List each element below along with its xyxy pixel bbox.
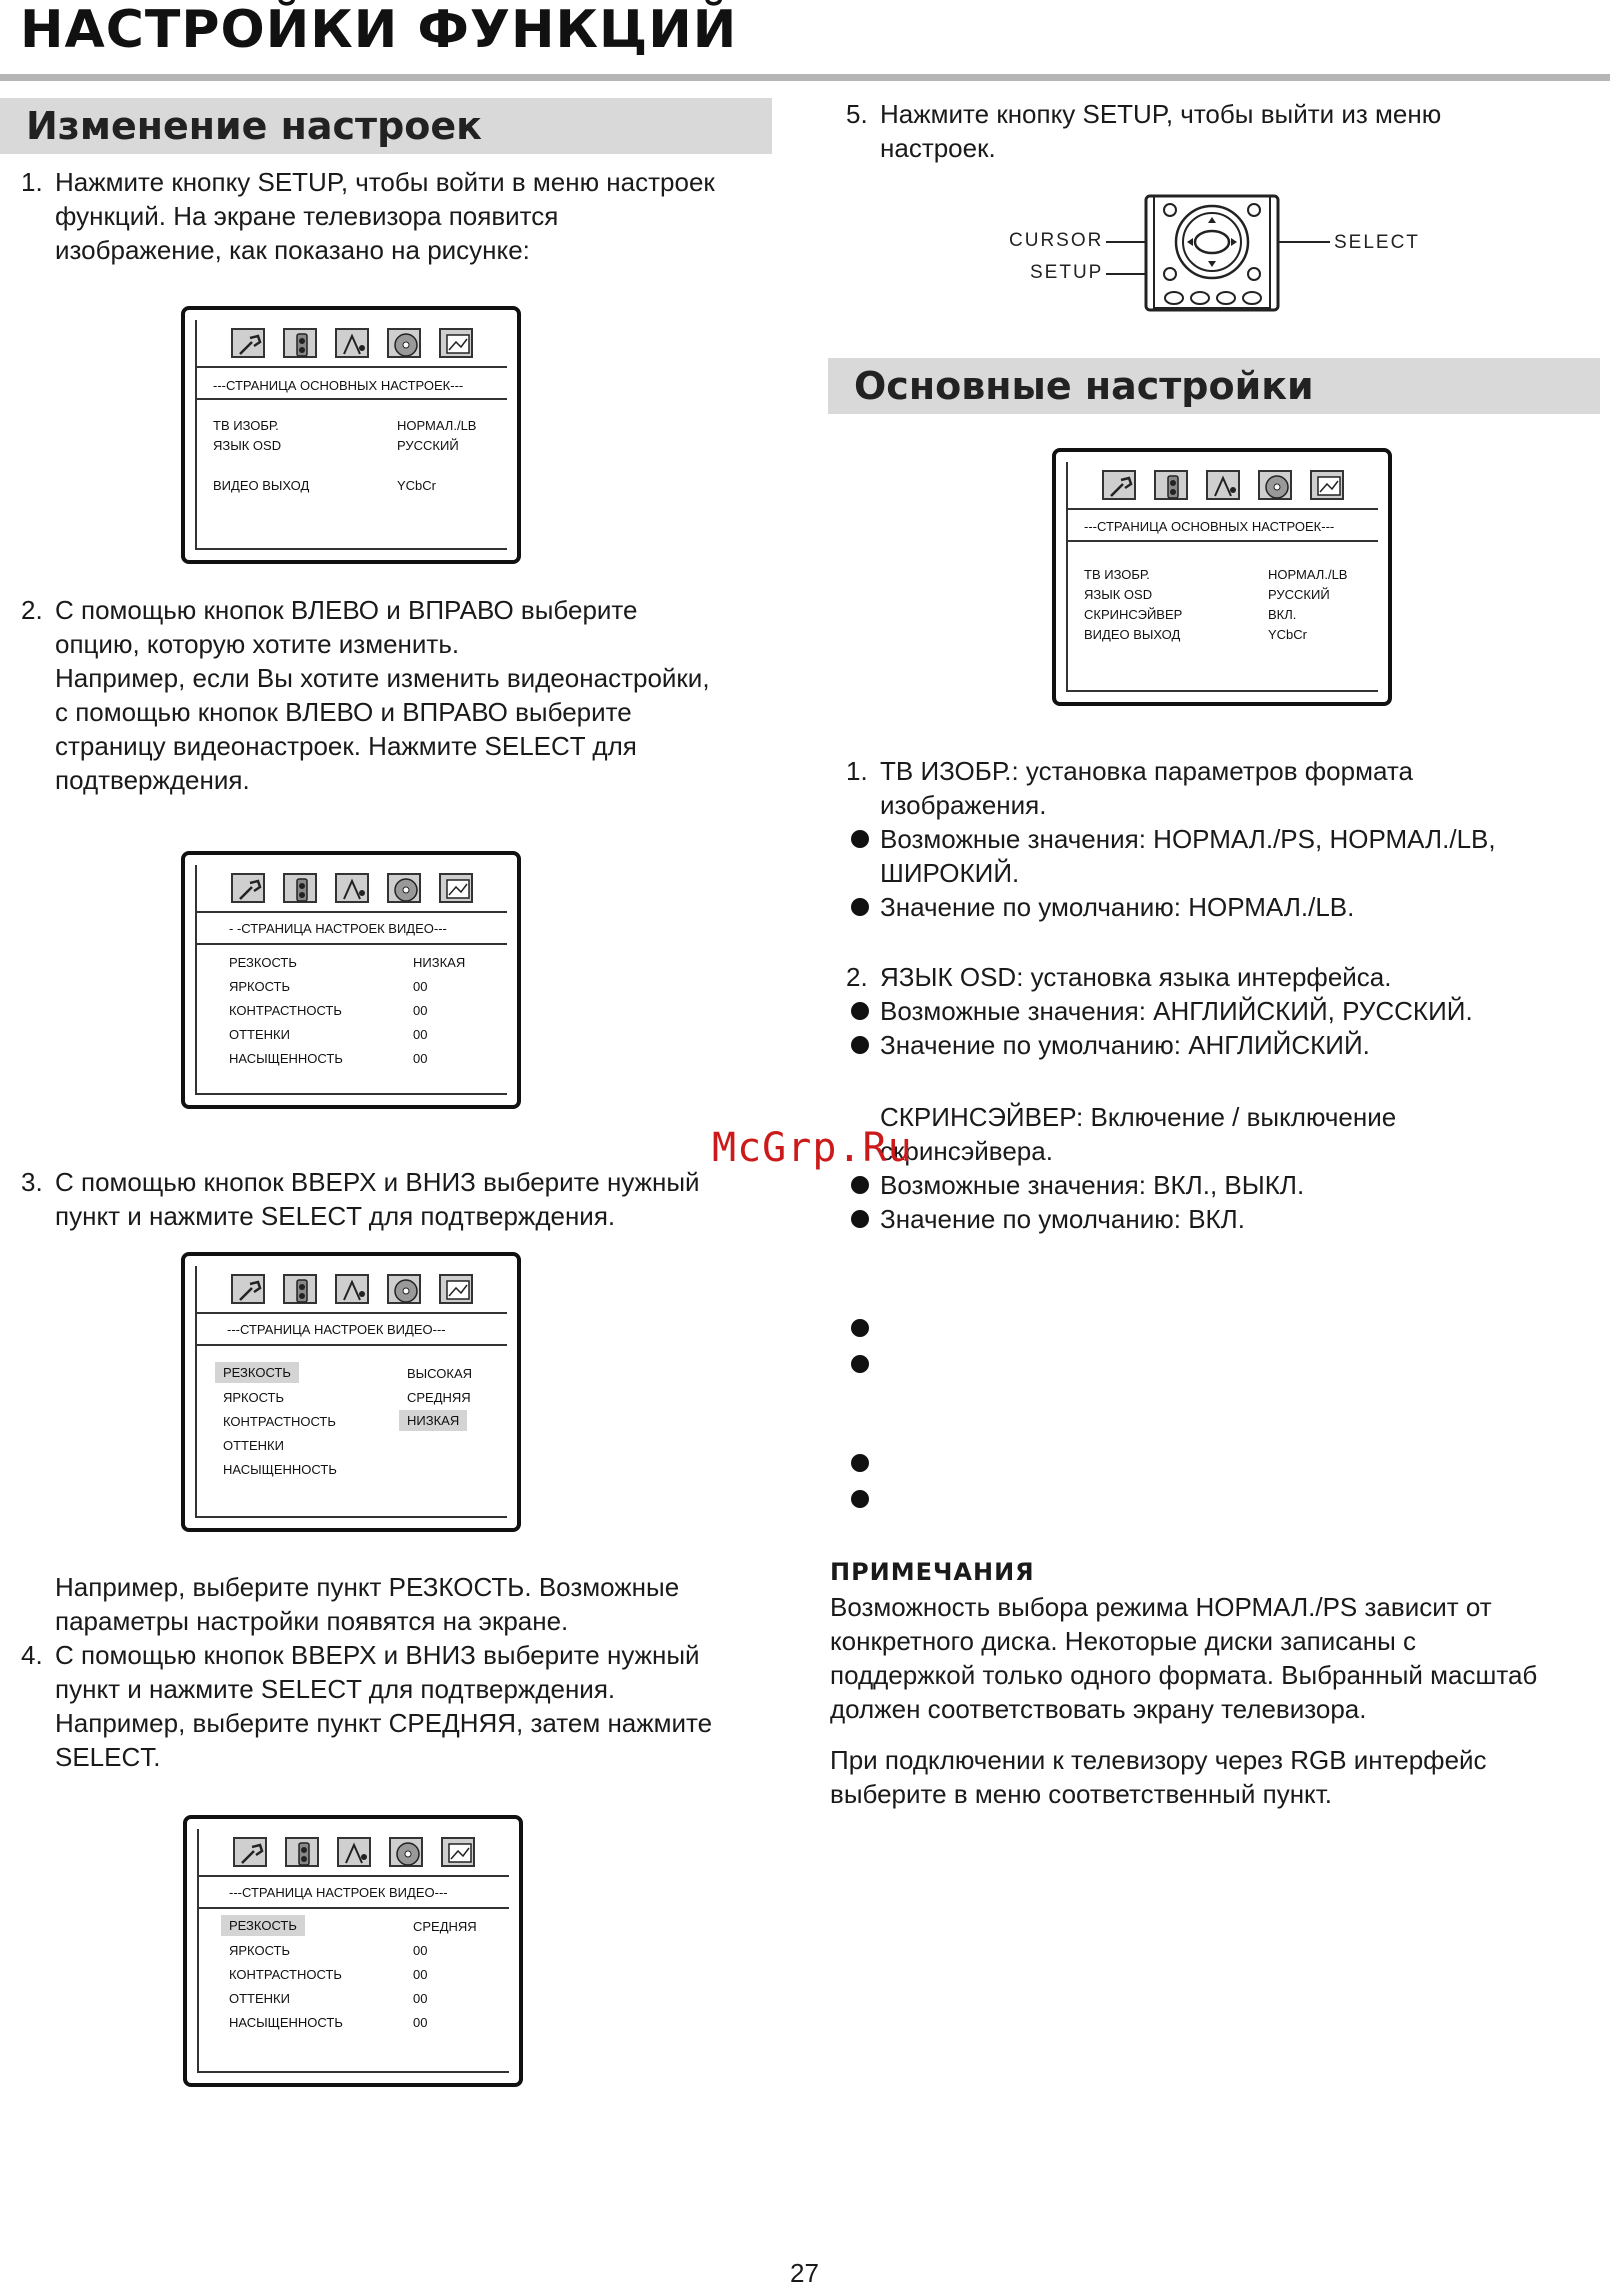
text-line: параметры настройки появятся на экране. (55, 1606, 569, 1636)
screen-row-label: ЯРКОСТЬ (229, 979, 291, 994)
bullet-dot (851, 830, 869, 848)
screen-row-value: НОРМАЛ./LB (1268, 567, 1348, 582)
cursor-label: CURSOR (1009, 230, 1104, 251)
bullet-item (880, 1028, 1580, 1062)
osd-screen-main-settings (181, 306, 521, 564)
screen-row-label: КОНТРАСТНОСТЬ (229, 1003, 342, 1018)
text-line: При подключении к телевизору через RGB интерфейс (830, 1745, 1487, 1775)
page-title: НАСТРОЙКИ ФУНКЦИЙ (20, 0, 738, 60)
screen-divider (195, 911, 507, 913)
bullet-dot (851, 1002, 869, 1020)
bullet-item (880, 1168, 1580, 1202)
step-1 (21, 165, 795, 267)
disc-icon (389, 1837, 423, 1867)
text-line: Например, выберите пункт СРЕДНЯЯ, затем нажмите (55, 1708, 713, 1738)
bullet-item (880, 1202, 1580, 1236)
text-line: С помощью кнопок ВЛЕВО и ВПРАВО выберите (55, 595, 638, 625)
screen-header: - -СТРАНИЦА НАСТРОЕК ВИДЕО--- (229, 921, 447, 936)
music-note-icon (1206, 470, 1240, 500)
example-text (55, 1570, 795, 1638)
bullet-item (880, 994, 1580, 1028)
osd-screen-video-settings (181, 851, 521, 1109)
osd-icon-bar (231, 1274, 473, 1304)
item-tv-picture (846, 754, 1580, 924)
screen-divider (195, 943, 507, 945)
screen-row-label: ВИДЕО ВЫХОД (213, 478, 310, 493)
screen-divider (197, 1907, 509, 1909)
screen-header: ---СТРАНИЦА ОСНОВНЫХ НАСТРОЕК--- (1084, 519, 1335, 534)
disc-icon (387, 328, 421, 358)
music-note-icon (337, 1837, 371, 1867)
remote-control-diagram (1000, 190, 1440, 320)
text-line: конкретного диска. Некоторые диски записаны с (830, 1626, 1417, 1656)
text-line: опцию, которую хотите изменить. (55, 629, 460, 659)
step-number: 2. (21, 595, 43, 625)
text-line: Возможные значения: АНГЛИЙСКИЙ, РУССКИЙ. (880, 996, 1473, 1026)
text-line: Например, если Вы хотите изменить видеонастройки, (55, 663, 710, 693)
screen-row-value: НИЗКАЯ (413, 955, 466, 970)
speaker-icon (285, 1837, 319, 1867)
screen-row-value: YCbCr (397, 478, 437, 493)
step-2 (21, 593, 795, 797)
item-screensaver (880, 1100, 1580, 1236)
screen-divider (1066, 508, 1378, 510)
screen-row-label-selected: РЕЗКОСТЬ (221, 1915, 305, 1936)
screen-row-label: ЯЗЫК OSD (1084, 587, 1153, 602)
screen-row-label: ЯЗЫК OSD (213, 438, 282, 453)
screen-header: ---СТРАНИЦА ОСНОВНЫХ НАСТРОЕК--- (213, 378, 464, 393)
screen-row-value: 00 (413, 1027, 428, 1042)
picture-icon (1310, 470, 1344, 500)
picture-icon (439, 1274, 473, 1304)
picture-icon (439, 873, 473, 903)
screen-row-value: РУССКИЙ (1268, 587, 1330, 602)
text-line: выберите в меню соответственный пункт. (830, 1779, 1332, 1809)
screen-row-label: ЯРКОСТЬ (229, 1943, 291, 1958)
screen-divider (1066, 540, 1378, 542)
screen-row-label: КОНТРАСТНОСТЬ (229, 1967, 342, 1982)
note-1 (830, 1590, 1600, 1726)
screen-divider (197, 1875, 509, 1877)
text-line: настроек. (880, 133, 996, 163)
screen-row-label: ОТТЕНКИ (229, 1991, 290, 2006)
screen-header: ---СТРАНИЦА НАСТРОЕК ВИДЕО--- (229, 1885, 448, 1900)
text-line: С помощью кнопок ВВЕРХ и ВНИЗ выберите нужный (55, 1167, 700, 1197)
screen-row-label-selected: РЕЗКОСТЬ (215, 1362, 299, 1383)
text-line: с помощью кнопок ВЛЕВО и ВПРАВО выберите (55, 697, 632, 727)
screen-divider (195, 1344, 507, 1346)
bullet-dot (851, 898, 869, 916)
bullet-dot (851, 1210, 869, 1228)
text-line: функций. На экране телевизора появится (55, 201, 559, 231)
bullet-item (880, 822, 1580, 890)
item-osd-language (846, 960, 1580, 1062)
text-line: ЯЗЫК OSD: установка языка интерфейса. (880, 962, 1392, 992)
disc-icon (1258, 470, 1292, 500)
screen-row-label: КОНТРАСТНОСТЬ (223, 1414, 336, 1429)
screen-row-value: НОРМАЛ./LB (397, 418, 477, 433)
screen-row-label: ТВ ИЗОБР. (213, 418, 279, 433)
step-3 (21, 1165, 795, 1233)
empty-bullet (851, 1355, 869, 1373)
text-line: Возможность выбора режима НОРМАЛ./PS зависит от (830, 1592, 1492, 1622)
screen-row-label: ВИДЕО ВЫХОД (1084, 627, 1181, 642)
speaker-icon (283, 1274, 317, 1304)
screen-row-label: ОТТЕНКИ (229, 1027, 290, 1042)
speaker-icon (283, 873, 317, 903)
screen-divider (195, 366, 507, 368)
screen-row-value: ВЫСОКАЯ (407, 1366, 473, 1381)
empty-bullet (851, 1490, 869, 1508)
step-number: 1. (21, 167, 43, 197)
screen-row-label: ЯРКОСТЬ (223, 1390, 285, 1405)
picture-icon (439, 328, 473, 358)
screen-row-value: 00 (413, 1943, 428, 1958)
remote-drawing (1000, 190, 1440, 320)
screen-header: ---СТРАНИЦА НАСТРОЕК ВИДЕО--- (227, 1322, 446, 1337)
text-line: ТВ ИЗОБР.: установка параметров формата (880, 756, 1413, 786)
screen-row-value: 00 (413, 2015, 428, 2030)
osd-screen-video-sharpness-medium (183, 1815, 523, 2087)
osd-screen-video-sharpness-options (181, 1252, 521, 1532)
title-rule (0, 74, 1610, 81)
osd-icon-bar (233, 1837, 475, 1867)
screen-row-label: ТВ ИЗОБР. (1084, 567, 1150, 582)
text-line: поддержкой только одного формата. Выбранный масштаб (830, 1660, 1538, 1690)
wrench-icon (231, 873, 265, 903)
select-label: SELECT (1334, 232, 1420, 253)
picture-icon (441, 1837, 475, 1867)
osd-icon-bar (231, 873, 473, 903)
setup-label: SETUP (1030, 262, 1104, 283)
screen-row-value-selected: НИЗКАЯ (399, 1410, 467, 1431)
music-note-icon (335, 873, 369, 903)
text-line: пункт и нажмите SELECT для подтверждения. (55, 1201, 616, 1231)
step-number: 4. (21, 1640, 43, 1670)
screen-row-value: 00 (413, 1967, 428, 1982)
text-line: С помощью кнопок ВВЕРХ и ВНИЗ выберите нужный (55, 1640, 700, 1670)
disc-icon (387, 873, 421, 903)
page-number: 27 (790, 2258, 819, 2288)
screen-row-value: 00 (413, 1003, 428, 1018)
text-line: Нажмите кнопку SETUP, чтобы выйти из меню (880, 99, 1442, 129)
wrench-icon (231, 328, 265, 358)
screen-row-value: 00 (413, 1051, 428, 1066)
screen-row-label: НАСЫЩЕННОСТЬ (229, 2015, 343, 2030)
text-line: Нажмите кнопку SETUP, чтобы войти в меню настроек (55, 167, 715, 197)
text-line: Значение по умолчанию: ВКЛ. (880, 1204, 1245, 1234)
text-line: подтверждения. (55, 765, 250, 795)
text-line: должен соответствовать экрану телевизора. (830, 1694, 1367, 1724)
wrench-icon (1102, 470, 1136, 500)
item-number: 1. (846, 756, 868, 786)
screen-divider (195, 398, 507, 400)
speaker-icon (1154, 470, 1188, 500)
screen-divider (195, 1312, 507, 1314)
speaker-icon (283, 328, 317, 358)
screen-row-value: СРЕДНЯЯ (407, 1390, 471, 1405)
osd-icon-bar (1102, 470, 1344, 500)
screen-row-value: 00 (413, 979, 428, 994)
text-line: Например, выберите пункт РЕЗКОСТЬ. Возможные (55, 1572, 680, 1602)
bullet-item (880, 890, 1580, 924)
empty-bullet (851, 1454, 869, 1472)
screen-row-label: СКРИНСЭЙВЕР (1084, 607, 1183, 622)
step-5 (846, 97, 1580, 165)
text-line: Значение по умолчанию: АНГЛИЙСКИЙ. (880, 1030, 1370, 1060)
screen-row-label: НАСЫЩЕННОСТЬ (223, 1462, 337, 1477)
screen-row-value: СРЕДНЯЯ (413, 1919, 477, 1934)
osd-icon-bar (231, 328, 473, 358)
wrench-icon (233, 1837, 267, 1867)
music-note-icon (335, 328, 369, 358)
empty-bullet (851, 1319, 869, 1337)
section-title-basic-settings: Основные настройки (828, 358, 1600, 414)
text-line: скринсэйвера. (880, 1136, 1053, 1166)
text-line: ШИРОКИЙ. (880, 858, 1020, 888)
watermark: McGrp.Ru (712, 1125, 913, 1171)
item-number: 2. (846, 962, 868, 992)
screen-row-value: ВКЛ. (1268, 607, 1297, 622)
step-number: 3. (21, 1167, 43, 1197)
music-note-icon (335, 1274, 369, 1304)
text-line: SELECT. (55, 1742, 161, 1772)
note-2 (830, 1743, 1600, 1811)
text-line: пункт и нажмите SELECT для подтверждения. (55, 1674, 616, 1704)
disc-icon (387, 1274, 421, 1304)
step-number: 5. (846, 99, 868, 129)
text-line: Возможные значения: НОРМАЛ./PS, НОРМАЛ./LB, (880, 824, 1496, 854)
screen-row-value: РУССКИЙ (397, 438, 459, 453)
bullet-dot (851, 1036, 869, 1054)
screen-row-label: ОТТЕНКИ (223, 1438, 284, 1453)
screen-row-value: YCbCr (1268, 627, 1308, 642)
text-line: страницу видеонастроек. Нажмите SELECT для (55, 731, 637, 761)
text-line: изображения. (880, 790, 1047, 820)
text-line: Значение по умолчанию: НОРМАЛ./LB. (880, 892, 1355, 922)
notes-title: ПРИМЕЧАНИЯ (830, 1558, 1035, 1586)
text-line: СКРИНСЭЙВЕР: Включение / выключение (880, 1102, 1397, 1132)
osd-screen-main-settings-full (1052, 448, 1392, 706)
bullet-dot (851, 1176, 869, 1194)
step-4 (21, 1638, 795, 1774)
wrench-icon (231, 1274, 265, 1304)
screen-row-label: НАСЫЩЕННОСТЬ (229, 1051, 343, 1066)
screen-row-label: РЕЗКОСТЬ (229, 955, 297, 970)
section-title-change-settings: Изменение настроек (0, 98, 772, 154)
screen-row-value: 00 (413, 1991, 428, 2006)
text-line: Возможные значения: ВКЛ., ВЫКЛ. (880, 1170, 1305, 1200)
text-line: изображение, как показано на рисунке: (55, 235, 530, 265)
